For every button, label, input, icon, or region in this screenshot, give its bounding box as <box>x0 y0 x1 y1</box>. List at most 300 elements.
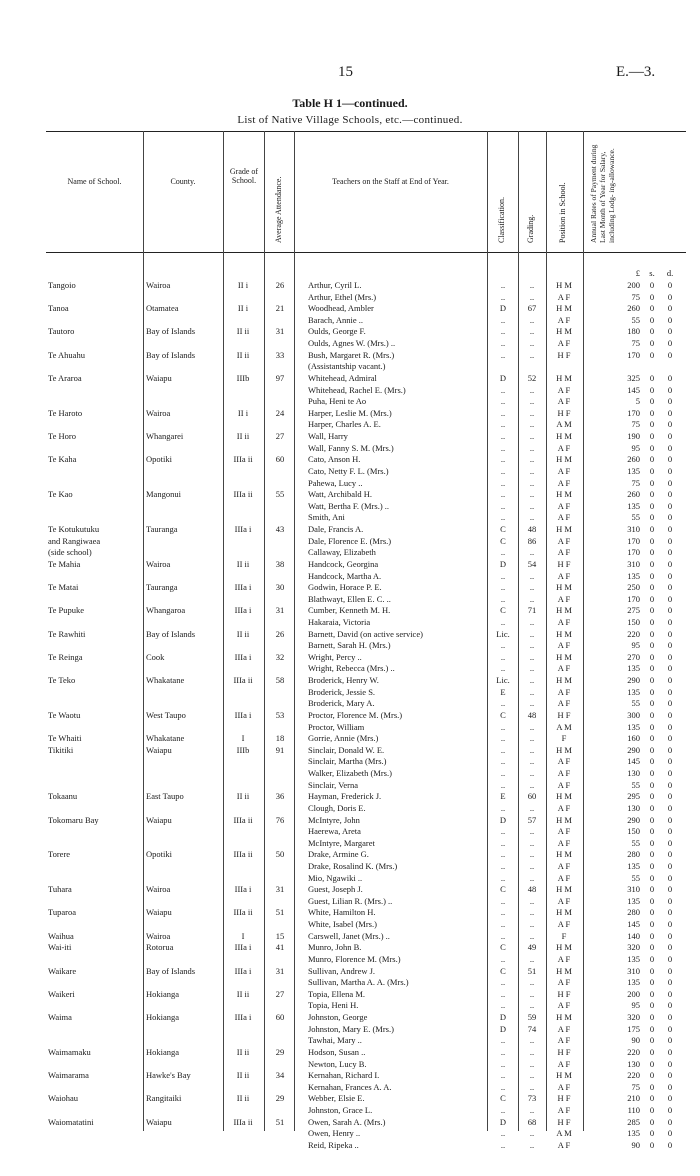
cell-salary-shillings: 0 <box>649 314 655 325</box>
cell-school-name: Tokomaru Bay <box>48 814 99 825</box>
cell-grading: .. <box>529 512 535 523</box>
cell-salary-pence: 0 <box>667 965 673 976</box>
cell-county: Hokianga <box>146 1046 180 1057</box>
cell-salary-shillings: 0 <box>649 547 655 558</box>
cell-school-name: Tautoro <box>48 326 75 337</box>
cell-teacher: Watt, Archibald H. <box>308 489 372 500</box>
cell-school-name: Te Waotu <box>48 709 81 720</box>
cell-salary-shillings: 0 <box>649 1058 655 1069</box>
table-row <box>46 848 686 860</box>
cell-attendance: 58 <box>275 675 285 686</box>
cell-position: H M <box>556 814 572 825</box>
cell-teacher: Arthur, Ethel (Mrs.) <box>308 291 377 302</box>
cell-salary-shillings: 0 <box>649 698 655 709</box>
cell-classification: Lic. <box>496 628 510 639</box>
cell-salary-shillings: 0 <box>649 930 655 941</box>
cell-position: A F <box>557 1139 571 1150</box>
cell-salary-pounds: 110 <box>627 1105 640 1116</box>
cell-teacher: Sinclair, Martha (Mrs.) <box>308 756 387 767</box>
cell-teacher: Owen, Sarah A. (Mrs.) <box>308 1116 386 1127</box>
cell-salary-pounds: 75 <box>631 1081 640 1092</box>
unit-shillings: s. <box>649 268 655 278</box>
cell-grading: .. <box>529 489 535 500</box>
cell-teacher: Bush, Margaret R. (Mrs.) <box>308 349 395 360</box>
table-row <box>46 628 686 640</box>
table-row <box>46 1116 686 1128</box>
cell-classification: D <box>499 372 507 383</box>
cell-salary-pence: 0 <box>667 826 673 837</box>
cell-county: Hokianga <box>146 1012 180 1023</box>
cell-teacher: Whitehead, Admiral <box>308 372 377 383</box>
cell-salary-pounds: 260 <box>627 303 640 314</box>
cell-classification: C <box>500 535 506 546</box>
table-row <box>46 825 686 837</box>
cell-salary-pounds: 310 <box>627 884 640 895</box>
cell-salary-pounds: 310 <box>627 965 640 976</box>
cell-attendance: 76 <box>275 814 285 825</box>
table-row <box>46 407 686 419</box>
cell-position: H M <box>556 524 572 535</box>
cell-school-name: Tikitiki <box>48 744 74 755</box>
cell-grading: .. <box>529 756 535 767</box>
cell-position: A F <box>557 616 571 627</box>
cell-classification: .. <box>500 465 506 476</box>
cell-school-name: Te Mahia <box>48 558 81 569</box>
cell-grading: .. <box>529 1128 535 1139</box>
cell-grading: .. <box>529 977 535 988</box>
cell-attendance: 18 <box>275 733 285 744</box>
cell-grading: 52 <box>527 372 537 383</box>
cell-salary-pounds: 170 <box>627 407 640 418</box>
cell-grading: .. <box>529 338 535 349</box>
table-row <box>46 755 686 767</box>
cell-teacher: White, Hamilton H. <box>308 907 376 918</box>
cell-classification: .. <box>500 698 506 709</box>
unit-pounds: £ <box>635 268 640 278</box>
table-row <box>46 535 686 547</box>
cell-grade: II ii <box>236 558 250 569</box>
cell-salary-pence: 0 <box>667 1035 673 1046</box>
cell-salary-pounds: 140 <box>627 930 640 941</box>
cell-grading: .. <box>529 1046 535 1057</box>
cell-salary-pence: 0 <box>667 953 673 964</box>
cell-salary-pence: 0 <box>667 349 673 360</box>
table-row <box>46 872 686 884</box>
table-row <box>46 442 686 454</box>
table-row <box>46 616 686 628</box>
cell-school-name: Waiomatatini <box>48 1116 94 1127</box>
cell-classification: .. <box>500 802 506 813</box>
cell-salary-shillings: 0 <box>649 826 655 837</box>
cell-grading: 49 <box>527 942 537 953</box>
cell-classification: .. <box>500 280 506 290</box>
cell-salary-pounds: 270 <box>627 651 640 662</box>
cell-salary-pence: 0 <box>667 1070 673 1081</box>
cell-grading: .. <box>529 628 535 639</box>
cell-salary-pounds: 170 <box>627 535 640 546</box>
page-reference: E.—3. <box>616 64 656 80</box>
cell-county: Tauranga <box>146 524 178 535</box>
cell-position: H M <box>556 675 572 686</box>
cell-grade: II ii <box>236 349 250 360</box>
cell-school-name: Waimamaku <box>48 1046 91 1057</box>
cell-classification: .. <box>500 977 506 988</box>
cell-salary-pence: 0 <box>667 861 673 871</box>
table-row <box>46 639 686 651</box>
cell-school-name: Te Araroa <box>48 372 82 383</box>
cell-salary-shillings: 0 <box>649 1070 655 1081</box>
cell-salary-shillings: 0 <box>649 907 655 918</box>
table-row <box>46 883 686 895</box>
cell-county: Bay of Islands <box>146 628 196 639</box>
cell-attendance: 55 <box>275 489 285 500</box>
cell-salary-pounds: 220 <box>627 628 640 639</box>
cell-salary-pence: 0 <box>667 709 673 720</box>
table-row <box>46 895 686 907</box>
cell-teacher: Watt, Bertha F. (Mrs.) .. <box>308 500 390 511</box>
cell-position: H F <box>557 988 571 999</box>
cell-salary-pence: 0 <box>667 919 673 930</box>
cell-grading: .. <box>529 431 535 442</box>
cell-classification: .. <box>500 1058 506 1069</box>
cell-grading: .. <box>529 570 535 581</box>
cell-classification: E <box>500 791 506 802</box>
cell-teacher: Handcock, Martha A. <box>308 570 382 581</box>
cell-school-name: Waima <box>48 1012 72 1023</box>
cell-classification: .. <box>500 930 506 941</box>
cell-position: H M <box>556 965 572 976</box>
cell-position: A M <box>556 1128 572 1139</box>
cell-teacher: Wall, Harry <box>308 431 348 442</box>
cell-teacher: Harper, Charles A. E. <box>308 419 381 430</box>
cell-salary-pence: 0 <box>667 698 673 709</box>
cell-position: F <box>561 733 567 744</box>
cell-position: H M <box>556 372 572 383</box>
cell-salary-pence: 0 <box>667 1105 673 1116</box>
cell-attendance: 36 <box>275 791 285 802</box>
cell-position: A F <box>557 686 571 697</box>
cell-attendance: 43 <box>275 524 285 535</box>
cell-teacher: Handcock, Georgina <box>308 558 379 569</box>
cell-attendance: 33 <box>275 349 285 360</box>
cell-salary-pence: 0 <box>667 326 673 337</box>
cell-salary-shillings: 0 <box>649 616 655 627</box>
cell-salary-pounds: 145 <box>627 919 640 930</box>
cell-grading: .. <box>529 907 535 918</box>
cell-grading: 60 <box>527 791 537 802</box>
cell-salary-shillings: 0 <box>649 582 655 593</box>
cell-grade: IIIa ii <box>233 675 253 686</box>
table-row <box>46 802 686 814</box>
cell-classification: .. <box>500 512 506 523</box>
cell-grading: .. <box>529 280 535 290</box>
cell-county: Rotorua <box>146 942 174 953</box>
cell-grade: IIIa i <box>234 942 252 953</box>
cell-grade: IIIa i <box>234 884 252 895</box>
cell-attendance: 51 <box>275 1116 285 1127</box>
cell-grading: .. <box>529 768 535 779</box>
cell-salary-shillings: 0 <box>649 338 655 349</box>
cell-attendance: 38 <box>275 558 285 569</box>
header-grading: Grading. <box>526 214 535 243</box>
cell-attendance: 97 <box>275 372 285 383</box>
cell-salary-pounds: 55 <box>631 698 640 709</box>
cell-grade: II ii <box>236 1070 250 1081</box>
cell-salary-shillings: 0 <box>649 768 655 779</box>
cell-salary-pounds: 275 <box>627 605 640 616</box>
cell-school-name: Te Kotukutuku <box>48 524 100 535</box>
table-row <box>46 546 686 558</box>
cell-teacher: Walker, Elizabeth (Mrs.) <box>308 768 392 779</box>
table-row <box>46 686 686 698</box>
cell-grading: 48 <box>527 524 537 535</box>
cell-salary-shillings: 0 <box>649 1139 655 1150</box>
cell-salary-pence: 0 <box>667 756 673 767</box>
cell-salary-pounds: 280 <box>627 907 640 918</box>
cell-position: A F <box>557 698 571 709</box>
cell-attendance: 29 <box>275 1093 285 1104</box>
table-row <box>46 581 686 593</box>
table-row <box>46 349 686 361</box>
cell-classification: .. <box>500 1139 506 1150</box>
cell-salary-shillings: 0 <box>649 396 655 407</box>
cell-teacher: Munro, John B. <box>308 942 362 953</box>
cell-salary-pounds: 90 <box>631 1035 640 1046</box>
cell-attendance: 31 <box>275 884 285 895</box>
table-row <box>46 953 686 965</box>
cell-salary-shillings: 0 <box>649 791 655 802</box>
table-title: Table H 1—continued. <box>292 96 408 110</box>
cell-salary-pence: 0 <box>667 907 673 918</box>
cell-position: H F <box>557 709 571 720</box>
cell-salary-pence: 0 <box>667 895 673 906</box>
table-row <box>46 314 686 326</box>
cell-teacher: Tawhai, Mary .. <box>308 1035 362 1046</box>
cell-county: Whangaroa <box>146 605 186 616</box>
cell-salary-pence: 0 <box>667 570 673 581</box>
cell-salary-shillings: 0 <box>649 454 655 465</box>
cell-salary-pounds: 145 <box>627 384 640 395</box>
cell-salary-pence: 0 <box>667 407 673 418</box>
table-row <box>46 570 686 582</box>
cell-position: H M <box>556 849 572 860</box>
cell-classification: .. <box>500 895 506 906</box>
cell-teacher: McIntyre, John <box>308 814 360 825</box>
cell-position: A F <box>557 953 571 964</box>
table-row <box>46 1069 686 1081</box>
cell-salary-pence: 0 <box>667 280 673 290</box>
cell-salary-shillings: 0 <box>649 895 655 906</box>
cell-salary-shillings: 0 <box>649 1093 655 1104</box>
cell-attendance: 26 <box>275 280 285 290</box>
cell-classification: C <box>500 965 506 976</box>
cell-classification: D <box>499 814 507 825</box>
table-row <box>46 662 686 674</box>
cell-position: H M <box>556 489 572 500</box>
cell-grading: 68 <box>527 1116 537 1127</box>
cell-salary-shillings: 0 <box>649 372 655 383</box>
cell-salary-pence: 0 <box>667 1058 673 1069</box>
cell-school-name: Tanoa <box>48 303 69 314</box>
cell-salary-shillings: 0 <box>649 942 655 953</box>
cell-teacher: Drake, Armine G. <box>308 849 369 860</box>
cell-classification: .. <box>500 872 506 883</box>
cell-school-name: Te Ahuahu <box>48 349 85 360</box>
cell-classification: .. <box>500 570 506 581</box>
cell-attendance: 31 <box>275 965 285 976</box>
cell-classification: .. <box>500 779 506 790</box>
cell-position: A F <box>557 919 571 930</box>
cell-grade: II i <box>237 303 249 314</box>
cell-position: A F <box>557 1035 571 1046</box>
cell-salary-pence: 0 <box>667 1012 673 1023</box>
cell-salary-pence: 0 <box>667 663 673 674</box>
cell-county: Waiapu <box>146 814 172 825</box>
cell-teacher: Barach, Annie .. <box>308 314 363 325</box>
table-row <box>46 384 686 396</box>
cell-salary-shillings: 0 <box>649 558 655 569</box>
cell-salary-shillings: 0 <box>649 1000 655 1011</box>
cell-salary-shillings: 0 <box>649 721 655 732</box>
cell-county: Bay of Islands <box>146 326 196 337</box>
cell-teacher: Guest, Lilian R. (Mrs.) .. <box>308 895 393 906</box>
cell-classification: .. <box>500 547 506 558</box>
cell-classification: .. <box>500 500 506 511</box>
cell-salary-shillings: 0 <box>649 744 655 755</box>
cell-grade: IIIa i <box>234 1012 252 1023</box>
cell-salary-pence: 0 <box>667 477 673 488</box>
cell-grading: 48 <box>527 884 537 895</box>
cell-salary-pounds: 260 <box>627 454 640 465</box>
cell-school-name: Tangoio <box>48 280 76 290</box>
cell-salary-pence: 0 <box>667 605 673 616</box>
cell-teacher: Owen, Henry .. <box>308 1128 361 1139</box>
cell-salary-shillings: 0 <box>649 872 655 883</box>
cell-salary-pounds: 290 <box>627 814 640 825</box>
cell-grading: .. <box>529 1035 535 1046</box>
cell-salary-pence: 0 <box>667 535 673 546</box>
cell-salary-pounds: 170 <box>627 349 640 360</box>
cell-grading: .. <box>529 663 535 674</box>
cell-teacher: Webber, Elsie E. <box>308 1093 365 1104</box>
cell-school-name: and Rangiwaea <box>48 535 101 546</box>
cell-classification: .. <box>500 1000 506 1011</box>
cell-attendance: 27 <box>275 431 285 442</box>
cell-attendance: 53 <box>275 709 285 720</box>
cell-salary-pounds: 180 <box>627 326 640 337</box>
table-row <box>46 918 686 930</box>
cell-position: A F <box>557 872 571 883</box>
cell-grading: .. <box>529 616 535 627</box>
cell-salary-pounds: 300 <box>627 709 640 720</box>
table-row <box>46 1104 686 1116</box>
cell-grading: .. <box>529 675 535 686</box>
table-row <box>46 511 686 523</box>
cell-salary-shillings: 0 <box>649 837 655 848</box>
cell-classification: .. <box>500 651 506 662</box>
table-row <box>46 372 686 384</box>
table-row <box>46 395 686 407</box>
cell-salary-pounds: 145 <box>627 756 640 767</box>
cell-position: A F <box>557 1058 571 1069</box>
cell-position: A F <box>557 570 571 581</box>
cell-salary-shillings: 0 <box>649 477 655 488</box>
cell-salary-pence: 0 <box>667 303 673 314</box>
cell-salary-pounds: 130 <box>627 768 640 779</box>
table-row <box>46 291 686 303</box>
cell-salary-pence: 0 <box>667 721 673 732</box>
cell-grading: .. <box>529 465 535 476</box>
cell-position: A F <box>557 663 571 674</box>
table-row <box>46 477 686 489</box>
cell-salary-shillings: 0 <box>649 303 655 314</box>
cell-position: A F <box>557 1105 571 1116</box>
cell-teacher: Wright, Rebecca (Mrs.) .. <box>308 663 395 674</box>
cell-grading: .. <box>529 686 535 697</box>
cell-county: Hawke's Bay <box>146 1070 191 1081</box>
cell-teacher: Woodhead, Ambler <box>308 303 374 314</box>
cell-school-name: Tuparoa <box>48 907 77 918</box>
cell-salary-pence: 0 <box>667 733 673 744</box>
cell-salary-shillings: 0 <box>649 733 655 744</box>
cell-salary-pence: 0 <box>667 651 673 662</box>
cell-salary-shillings: 0 <box>649 977 655 988</box>
cell-classification: .. <box>500 314 506 325</box>
cell-salary-pence: 0 <box>667 442 673 453</box>
cell-classification: .. <box>500 431 506 442</box>
cell-grading: .. <box>529 861 535 871</box>
cell-grading: .. <box>529 326 535 337</box>
cell-grading: .. <box>529 349 535 360</box>
cell-grading: .. <box>529 826 535 837</box>
table-row <box>46 430 686 442</box>
cell-classification: .. <box>500 419 506 430</box>
cell-position: H F <box>557 407 571 418</box>
cell-salary-pounds: 160 <box>627 733 640 744</box>
table-row <box>46 744 686 756</box>
cell-salary-pounds: 55 <box>631 314 640 325</box>
cell-salary-pounds: 290 <box>627 744 640 755</box>
cell-teacher: Kernahan, Richard I. <box>308 1070 380 1081</box>
cell-teacher: Sinclair, Donald W. E. <box>308 744 385 755</box>
cell-salary-pounds: 150 <box>627 826 640 837</box>
cell-county: Wairoa <box>146 407 171 418</box>
cell-grading: .. <box>529 407 535 418</box>
cell-teacher: Topia, Heni H. <box>308 1000 359 1011</box>
cell-salary-pence: 0 <box>667 640 673 651</box>
cell-salary-pounds: 220 <box>627 1070 640 1081</box>
cell-position: A F <box>557 593 571 604</box>
cell-grading: .. <box>529 919 535 930</box>
cell-classification: .. <box>500 733 506 744</box>
cell-school-name: Tokaanu <box>48 791 78 802</box>
cell-salary-shillings: 0 <box>649 663 655 674</box>
cell-salary-shillings: 0 <box>649 524 655 535</box>
cell-school-name: Te Haroto <box>48 407 83 418</box>
cell-salary-pounds: 135 <box>627 977 640 988</box>
cell-salary-pounds: 220 <box>627 1046 640 1057</box>
page-number: 15 <box>338 64 353 80</box>
cell-position: H M <box>556 1070 572 1081</box>
cell-school-name: Waiohau <box>48 1093 78 1104</box>
cell-classification: .. <box>500 407 506 418</box>
table-row <box>46 732 686 744</box>
cell-salary-pounds: 290 <box>627 675 640 686</box>
cell-salary-pence: 0 <box>667 942 673 953</box>
cell-grade: IIIa i <box>234 605 252 616</box>
cell-county: Waiapu <box>146 907 172 918</box>
table-row <box>46 651 686 663</box>
